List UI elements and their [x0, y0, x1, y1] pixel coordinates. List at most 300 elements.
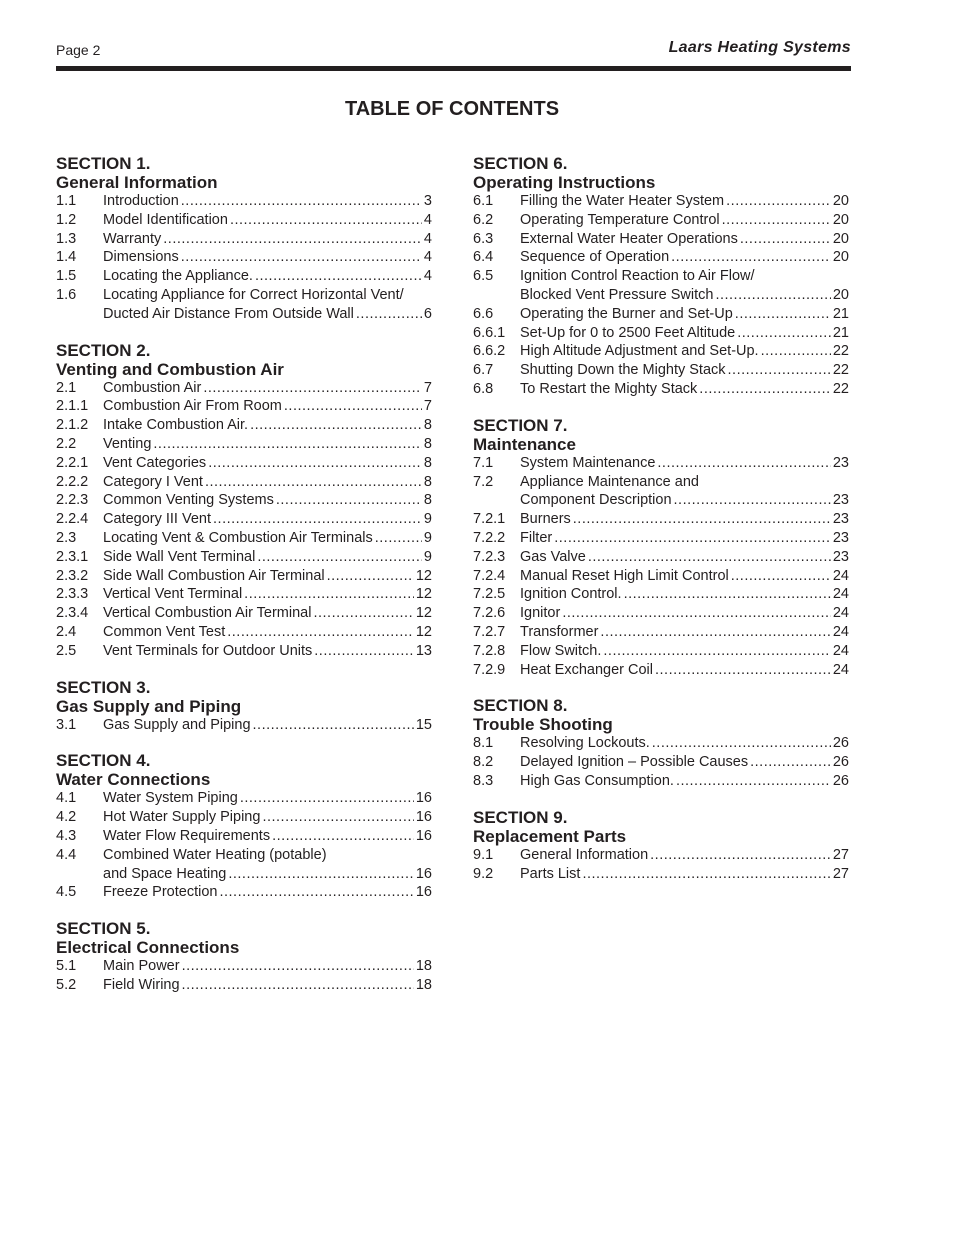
dot-leader — [676, 772, 831, 791]
entry-title: Field Wiring — [103, 976, 180, 993]
entry-page-number: 7 — [423, 398, 432, 415]
toc-entry[interactable] — [473, 192, 849, 211]
entry-body — [520, 604, 849, 623]
entry-page-number: 7 — [423, 379, 432, 396]
toc-entry[interactable] — [56, 211, 432, 230]
entry-body — [520, 324, 849, 343]
dot-leader — [313, 604, 413, 623]
section-title: Trouble Shooting — [473, 715, 613, 735]
dot-leader — [603, 642, 830, 661]
entry-title: Category III Vent — [103, 511, 212, 528]
entry-line — [520, 548, 849, 567]
entry-line — [103, 397, 432, 416]
section-title: General Information — [56, 173, 218, 192]
entry-number: 7.1 — [473, 454, 494, 471]
entry-line — [103, 529, 432, 548]
entry-number: 6.6.2 — [473, 343, 506, 360]
section-title: Replacement Parts — [473, 826, 627, 846]
section-number: SECTION 2. — [56, 340, 151, 360]
toc-entry[interactable] — [473, 305, 849, 324]
dot-leader — [657, 454, 830, 473]
dot-leader — [181, 192, 422, 211]
entry-number: 2.3 — [56, 529, 77, 546]
toc-section — [56, 678, 432, 735]
dot-leader — [671, 248, 831, 267]
entry-body — [103, 491, 432, 510]
entry-page-number: 8 — [423, 454, 432, 471]
section-title: Maintenance — [473, 434, 576, 454]
entry-body — [103, 397, 432, 416]
entry-number: 1.1 — [56, 193, 77, 209]
section-title: Venting and Combustion Air — [56, 359, 284, 379]
dot-leader — [255, 267, 422, 286]
entry-body — [520, 305, 849, 324]
entry-line — [520, 305, 849, 324]
entry-body — [103, 529, 432, 548]
entry-body — [520, 361, 849, 380]
entry-line — [520, 734, 849, 753]
entry-line — [103, 230, 432, 249]
entry-page-number: 15 — [415, 716, 432, 733]
toc-entry[interactable] — [56, 416, 432, 435]
entry-body — [103, 230, 432, 249]
toc-entry[interactable] — [56, 789, 432, 808]
entry-page-number: 12 — [415, 605, 432, 622]
entry-line — [520, 361, 849, 380]
entry-page-number: 24 — [832, 623, 849, 640]
entry-number: 7.2.2 — [473, 529, 506, 546]
dot-leader — [715, 286, 830, 305]
entry-title: Ignition Control. — [520, 586, 622, 603]
entry-page-number: 26 — [832, 735, 849, 752]
section-title: Operating Instructions — [473, 173, 656, 192]
toc-entry[interactable] — [56, 397, 432, 416]
entry-body — [103, 642, 432, 661]
toc-section — [56, 751, 432, 902]
entry-title: Ducted Air Distance From Outside Wall — [103, 305, 354, 322]
entry-page-number: 23 — [832, 454, 849, 471]
entry-page-number: 23 — [832, 511, 849, 528]
entry-page-number: 20 — [832, 230, 849, 247]
entry-number: 1.3 — [56, 230, 77, 247]
dot-leader — [737, 324, 831, 343]
toc-entry[interactable] — [473, 211, 849, 230]
toc-entry[interactable] — [56, 529, 432, 548]
toc-entry[interactable] — [473, 753, 849, 772]
entry-line — [520, 380, 849, 399]
entry-number: 1.5 — [56, 268, 77, 285]
entry-line — [103, 976, 432, 995]
entry-title: Shutting Down the Mighty Stack — [520, 362, 726, 379]
dot-leader — [284, 397, 422, 416]
dot-leader — [182, 957, 414, 976]
entry-number: 2.2.2 — [56, 473, 89, 490]
toc-entry[interactable] — [473, 734, 849, 753]
entry-number: 2.3.2 — [56, 567, 89, 584]
entry-number: 4.1 — [56, 790, 77, 807]
dot-leader — [163, 230, 422, 249]
entry-page-number: 18 — [415, 958, 432, 975]
entry-number: 1.6 — [56, 286, 77, 303]
entry-page-number: 8 — [423, 435, 432, 452]
entry-title: Resolving Lockouts. — [520, 735, 650, 752]
entry-title: Water Flow Requirements — [103, 827, 271, 844]
entry-line — [103, 623, 432, 642]
entry-body — [103, 248, 432, 267]
entry-number: 6.2 — [473, 211, 494, 228]
entry-line — [103, 865, 432, 884]
entry-title: Common Venting Systems — [103, 492, 274, 509]
entry-number: 6.3 — [473, 230, 494, 247]
entry-page-number: 9 — [423, 529, 432, 546]
dot-leader — [182, 976, 414, 995]
toc-entry[interactable] — [56, 642, 432, 661]
entry-line — [103, 211, 432, 230]
entry-number: 4.2 — [56, 809, 77, 826]
entry-line — [103, 827, 432, 846]
entry-page-number: 16 — [415, 865, 432, 882]
entry-body — [103, 567, 432, 586]
entry-page-number: 12 — [415, 623, 432, 640]
toc-entry[interactable] — [56, 435, 432, 454]
entry-page-number: 21 — [832, 324, 849, 341]
entry-page-number: 21 — [832, 305, 849, 322]
dot-leader — [652, 734, 831, 753]
toc-entry[interactable] — [473, 567, 849, 586]
dot-leader — [208, 454, 422, 473]
entry-page-number: 24 — [832, 567, 849, 584]
entry-number: 4.5 — [56, 884, 77, 901]
toc-entry[interactable] — [473, 267, 849, 305]
entry-line — [520, 865, 849, 884]
entry-page-number: 26 — [832, 754, 849, 771]
entry-body — [103, 604, 432, 623]
entry-number: 6.6.1 — [473, 324, 506, 341]
toc-entry[interactable] — [473, 248, 849, 267]
entry-body — [520, 380, 849, 399]
entry-number: 6.4 — [473, 249, 494, 266]
toc-entry[interactable] — [56, 454, 432, 473]
entry-page-number: 22 — [832, 380, 849, 397]
entry-line — [103, 567, 432, 586]
entry-body — [103, 286, 432, 324]
entry-body — [103, 548, 432, 567]
entry-number: 5.1 — [56, 958, 77, 975]
toc-entry[interactable] — [473, 529, 849, 548]
entry-title: Intake Combustion Air. — [103, 417, 249, 434]
section-title: Gas Supply and Piping — [56, 696, 242, 716]
entry-title: Flow Switch. — [520, 642, 602, 659]
toc-entry[interactable] — [56, 192, 432, 211]
toc-entry[interactable] — [56, 248, 432, 267]
dot-leader — [562, 604, 831, 623]
entry-title: Blocked Vent Pressure Switch — [520, 286, 714, 303]
section-number: SECTION 7. — [473, 415, 568, 435]
toc-entry[interactable] — [56, 846, 432, 884]
dot-leader — [228, 865, 414, 884]
entry-title: Gas Valve — [520, 548, 586, 565]
toc-entry[interactable] — [473, 623, 849, 642]
entry-line — [520, 211, 849, 230]
entry-number: 6.8 — [473, 380, 494, 397]
dot-leader — [735, 305, 831, 324]
toc-entry[interactable] — [56, 491, 432, 510]
entry-title: Sequence of Operation — [520, 249, 670, 266]
toc-entry[interactable] — [56, 286, 432, 324]
entry-title: Combustion Air — [103, 379, 202, 396]
entry-body — [520, 846, 849, 865]
entry-page-number: 12 — [415, 586, 432, 603]
toc-entry[interactable] — [473, 585, 849, 604]
entry-body — [103, 192, 432, 211]
dot-leader — [588, 548, 831, 567]
toc-entry[interactable] — [473, 548, 849, 567]
section-number: SECTION 9. — [473, 807, 568, 827]
entry-body — [520, 211, 849, 230]
dot-leader — [655, 661, 831, 680]
entry-line — [103, 379, 432, 398]
entry-body — [103, 585, 432, 604]
entry-page-number: 4 — [423, 211, 432, 228]
entry-page-number: 16 — [415, 827, 432, 844]
dot-leader — [230, 211, 422, 230]
entry-page-number: 20 — [832, 249, 849, 266]
toc-entry[interactable] — [56, 623, 432, 642]
entry-number: 2.1 — [56, 379, 77, 396]
entry-title: High Altitude Adjustment and Set-Up. — [520, 343, 759, 360]
toc-entry[interactable] — [56, 827, 432, 846]
dot-leader — [262, 808, 413, 827]
entry-line — [520, 454, 849, 473]
entry-title: To Restart the Mighty Stack — [520, 380, 698, 397]
entry-number: 2.1.2 — [56, 417, 89, 434]
entry-title: Freeze Protection — [103, 884, 218, 901]
entry-line — [520, 192, 849, 211]
entry-number: 6.6 — [473, 305, 494, 322]
toc-entry[interactable] — [56, 548, 432, 567]
dot-leader — [761, 342, 831, 361]
entry-page-number: 6 — [423, 305, 432, 322]
entry-number: 1.2 — [56, 211, 77, 228]
toc-entry[interactable] — [56, 585, 432, 604]
entry-line — [520, 510, 849, 529]
entry-line — [520, 585, 849, 604]
toc-entry[interactable] — [56, 808, 432, 827]
entry-page-number: 12 — [415, 567, 432, 584]
entry-title: Model Identification — [103, 211, 228, 228]
entry-page-number: 13 — [415, 642, 432, 659]
entry-title: Water System Piping — [103, 790, 238, 807]
entry-number: 7.2.4 — [473, 567, 506, 584]
entry-title: System Maintenance — [520, 454, 656, 471]
entry-number: 5.2 — [56, 976, 77, 993]
toc-entry[interactable] — [56, 379, 432, 398]
entry-title: Heat Exchanger Coil — [520, 661, 653, 678]
entry-page-number: 24 — [832, 605, 849, 622]
toc-entry[interactable] — [56, 473, 432, 492]
entry-body — [520, 585, 849, 604]
entry-title: Component Description — [520, 492, 672, 509]
dot-leader — [375, 529, 422, 548]
entry-title: General Information — [520, 846, 649, 863]
toc-entry[interactable] — [473, 342, 849, 361]
toc-entry[interactable] — [473, 642, 849, 661]
header-rule — [56, 66, 851, 71]
dot-leader — [203, 379, 422, 398]
entry-line — [103, 192, 432, 211]
toc-entry[interactable] — [473, 772, 849, 791]
entry-line — [520, 623, 849, 642]
entry-line — [103, 435, 432, 454]
entry-body — [520, 753, 849, 772]
entry-page-number: 23 — [832, 529, 849, 546]
entry-title: Main Power — [103, 958, 180, 975]
toc-entry[interactable] — [56, 604, 432, 623]
dot-leader — [257, 548, 422, 567]
toc-entry[interactable] — [56, 716, 432, 735]
section-number: SECTION 5. — [56, 919, 151, 939]
toc-entry[interactable] — [473, 454, 849, 473]
page-number: Page 2 — [56, 42, 101, 58]
entry-title: Filling the Water Heater System — [520, 193, 725, 209]
entry-title: Transformer — [520, 623, 599, 640]
entry-page-number: 22 — [832, 343, 849, 360]
toc-entry[interactable] — [473, 661, 849, 680]
entry-title-line1: Locating Appliance for Correct Horizontal Vent/ — [103, 286, 404, 303]
entry-title: Operating the Burner and Set-Up — [520, 305, 733, 322]
toc-entry[interactable] — [56, 976, 432, 995]
dot-leader — [314, 642, 414, 661]
entry-page-number: 24 — [832, 642, 849, 659]
entry-body — [103, 957, 432, 976]
entry-page-number: 16 — [415, 809, 432, 826]
entry-page-number: 24 — [832, 661, 849, 678]
dot-leader — [205, 473, 422, 492]
entry-number: 7.2.8 — [473, 642, 506, 659]
toc-entry[interactable] — [473, 865, 849, 884]
entry-number: 2.2 — [56, 435, 77, 452]
section-title: Electrical Connections — [56, 938, 240, 958]
entry-line — [103, 416, 432, 435]
entry-line — [103, 808, 432, 827]
entry-body — [520, 342, 849, 361]
entry-page-number: 9 — [423, 548, 432, 565]
entry-line — [103, 510, 432, 529]
entry-number: 7.2.3 — [473, 548, 506, 565]
dot-leader — [227, 623, 414, 642]
toc-entry[interactable] — [473, 604, 849, 623]
entry-title: Warranty — [103, 230, 162, 247]
entry-title-line1: Ignition Control Reaction to Air Flow/ — [520, 268, 755, 285]
entry-title: Side Wall Combustion Air Terminal — [103, 567, 325, 584]
entry-title: External Water Heater Operations — [520, 230, 738, 247]
entry-title: Set-Up for 0 to 2500 Feet Altitude — [520, 324, 736, 341]
entry-body — [520, 529, 849, 548]
dot-leader — [181, 248, 422, 267]
dot-leader — [244, 585, 414, 604]
entry-line — [520, 342, 849, 361]
toc-entry[interactable] — [473, 473, 849, 511]
section-number: SECTION 4. — [56, 751, 151, 771]
brand-name: Laars Heating Systems — [668, 39, 851, 56]
entry-body — [520, 865, 849, 884]
toc-section — [473, 154, 849, 399]
toc-entry[interactable] — [473, 510, 849, 529]
dot-leader — [253, 716, 414, 735]
entry-number: 7.2.5 — [473, 586, 506, 603]
entry-body — [520, 548, 849, 567]
entry-body — [520, 248, 849, 267]
entry-body — [103, 716, 432, 735]
toc-entry[interactable] — [473, 846, 849, 865]
entry-line — [103, 491, 432, 510]
dot-leader — [750, 753, 831, 772]
toc-entry[interactable] — [56, 883, 432, 902]
toc-entry[interactable] — [56, 510, 432, 529]
toc-entry[interactable] — [56, 230, 432, 249]
entry-line — [103, 454, 432, 473]
entry-line — [520, 529, 849, 548]
entry-number: 7.2 — [473, 473, 494, 490]
entry-line — [520, 604, 849, 623]
section-number: SECTION 3. — [56, 677, 151, 697]
toc-entry[interactable] — [473, 361, 849, 380]
entry-line — [103, 473, 432, 492]
toc-entry[interactable] — [473, 380, 849, 399]
toc-entry[interactable] — [473, 324, 849, 343]
entry-title: Locating Vent & Combustion Air Terminals — [103, 529, 373, 546]
toc-entry[interactable] — [56, 567, 432, 586]
entry-title: Common Vent Test — [103, 623, 226, 640]
entry-title: Category I Vent — [103, 473, 203, 490]
entry-body — [103, 976, 432, 995]
entry-page-number: 4 — [423, 249, 432, 266]
toc-section — [473, 416, 849, 680]
entry-page-number: 16 — [415, 790, 432, 807]
toc-entry[interactable] — [473, 230, 849, 249]
entry-line — [103, 789, 432, 808]
entry-number: 9.2 — [473, 865, 494, 882]
entry-page-number: 8 — [423, 492, 432, 509]
entry-number: 2.2.3 — [56, 492, 89, 509]
entry-line — [520, 753, 849, 772]
entry-body — [520, 192, 849, 211]
entry-line — [520, 846, 849, 865]
entry-line — [103, 957, 432, 976]
entry-number: 9.1 — [473, 846, 494, 863]
entry-title: High Gas Consumption. — [520, 772, 674, 789]
entry-body — [103, 789, 432, 808]
dot-leader — [722, 211, 831, 230]
entry-body — [520, 623, 849, 642]
page-title: TABLE OF CONTENTS — [344, 98, 560, 120]
entry-line — [520, 661, 849, 680]
entry-line — [103, 305, 432, 324]
entry-number: 7.2.7 — [473, 623, 506, 640]
toc-entry[interactable] — [56, 267, 432, 286]
entry-page-number: 20 — [832, 211, 849, 228]
entry-body — [520, 661, 849, 680]
entry-title: Venting — [103, 435, 152, 452]
dot-leader — [731, 567, 831, 586]
entry-body — [520, 510, 849, 529]
entry-title: and Space Heating — [103, 865, 227, 882]
entry-number: 2.3.1 — [56, 548, 89, 565]
entry-body — [520, 772, 849, 791]
entry-body — [103, 883, 432, 902]
entry-title: Operating Temperature Control — [520, 211, 720, 228]
toc-entry[interactable] — [56, 957, 432, 976]
